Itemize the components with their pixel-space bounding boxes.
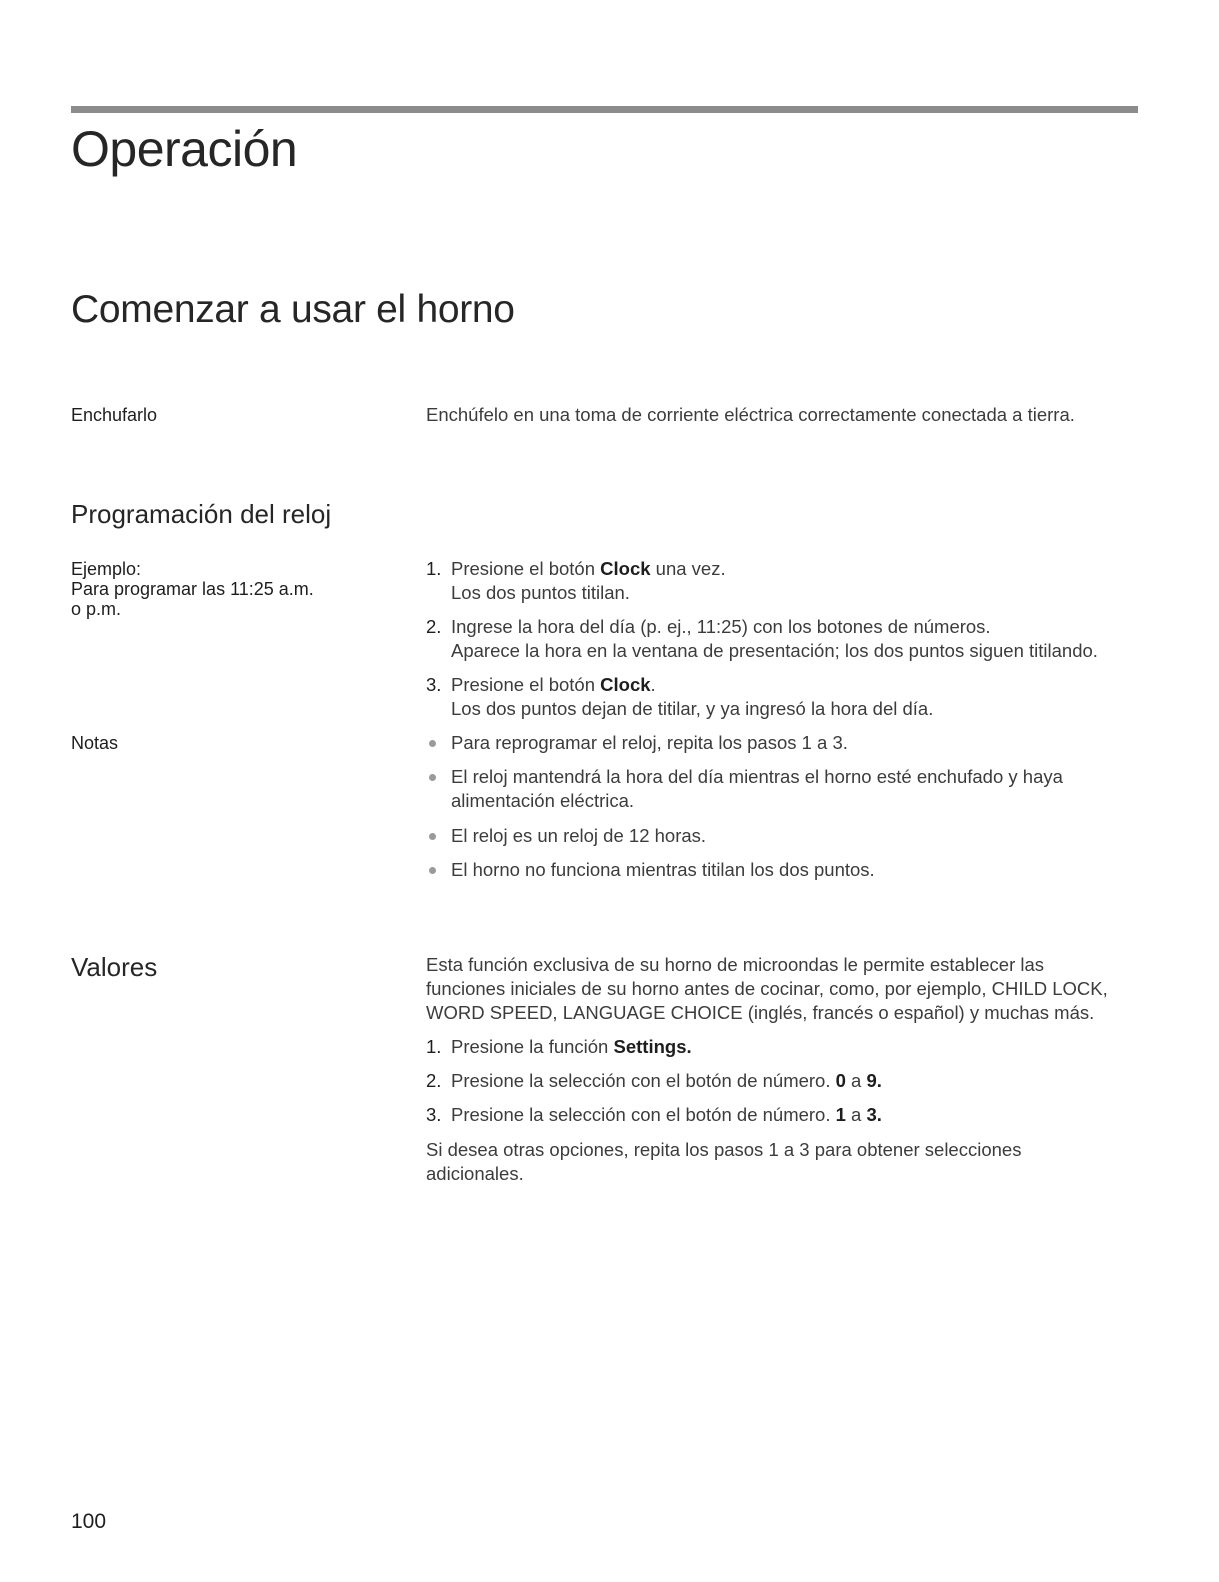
valores-step-3 xyxy=(426,1103,1146,1127)
note-text: El horno no funciona mientras titilan los dos puntos. xyxy=(451,859,875,880)
step-line-2: Los dos puntos titilan. xyxy=(451,582,630,603)
enchufarlo-label: Enchufarlo xyxy=(71,405,158,425)
reloj-heading: Programación del reloj xyxy=(71,499,332,529)
step-number: 3. xyxy=(426,674,442,695)
notes-label: Notas xyxy=(71,733,119,753)
intro-line-1: Esta función exclusiva de su horno de microondas le permite establecer las xyxy=(426,954,1045,975)
note-item-2 xyxy=(426,765,1146,813)
step-line-2: Aparece la hora en la ventana de presentación; los dos puntos siguen titilando. xyxy=(451,640,1098,661)
reloj-step-2 xyxy=(426,615,1146,663)
step-line-1: Ingrese la hora del día (p. ej., 11:25) con los botones de números. xyxy=(451,616,991,637)
valores-outro xyxy=(426,1138,1146,1186)
outro-line-1: Si desea otras opciones, repita los pasos 1 a 3 para obtener selecciones xyxy=(426,1139,1022,1160)
header-rule xyxy=(71,106,1138,113)
outro-line-2: adicionales. xyxy=(426,1163,524,1184)
page-title: Operación xyxy=(71,121,298,177)
note-text: Para reprogramar el reloj, repita los pasos 1 a 3. xyxy=(451,732,848,753)
example-line-1: Para programar las 11:25 a.m. xyxy=(71,579,314,599)
step-number: 3. xyxy=(426,1104,442,1125)
clock-key: Clock xyxy=(600,674,651,695)
valores-step-1 xyxy=(426,1035,1146,1059)
page-number: 100 xyxy=(71,1510,107,1533)
step-number: 2. xyxy=(426,1070,442,1091)
valores-heading: Valores xyxy=(71,952,158,982)
example-label xyxy=(71,559,314,619)
intro-line-3: WORD SPEED, LANGUAGE CHOICE (inglés, francés o español) y muchas más. xyxy=(426,1002,1095,1023)
reloj-step-1 xyxy=(426,557,1146,605)
valores-intro xyxy=(426,953,1146,1025)
bullet-icon xyxy=(429,867,436,874)
bullet-icon xyxy=(429,833,436,840)
step-number: 1. xyxy=(426,1036,442,1057)
section-title: Comenzar a usar el horno xyxy=(71,288,515,331)
note-text: El reloj es un reloj de 12 horas. xyxy=(451,825,707,846)
note-item-3 xyxy=(426,824,1146,848)
step-line-1: Presione el botón Clock una vez. xyxy=(451,558,726,579)
valores-step-2 xyxy=(426,1069,1146,1093)
step-text: Presione la selección con el botón de número. 0 a 9. xyxy=(451,1070,882,1091)
clock-key: Clock xyxy=(600,558,651,579)
note-item-4 xyxy=(426,858,1146,882)
step-line-1: Presione el botón Clock. xyxy=(451,674,656,695)
example-title: Ejemplo: xyxy=(71,559,142,579)
note-item-1 xyxy=(426,731,1146,755)
step-text: Presione la función Settings. xyxy=(451,1036,692,1057)
settings-key: Settings. xyxy=(613,1036,692,1057)
example-line-2: o p.m. xyxy=(71,599,122,619)
step-number: 1. xyxy=(426,558,442,579)
bullet-icon xyxy=(429,774,436,781)
step-line-2: Los dos puntos dejan de titilar, y ya ingresó la hora del día. xyxy=(451,698,934,719)
intro-line-2: funciones iniciales de su horno antes de cocinar, como, por ejemplo, CHILD LOCK, xyxy=(426,978,1108,999)
step-text: Presione la selección con el botón de número. 1 a 3. xyxy=(451,1104,882,1125)
note-text-cont: alimentación eléctrica. xyxy=(451,790,635,811)
step-number: 2. xyxy=(426,616,442,637)
enchufarlo-text: Enchúfelo en una toma de corriente eléctrica correctamente conectada a tierra. xyxy=(426,404,1075,425)
note-text: El reloj mantendrá la hora del día mientras el horno esté enchufado y haya xyxy=(451,766,1063,787)
bullet-icon xyxy=(429,740,436,747)
reloj-step-3 xyxy=(426,673,1146,721)
